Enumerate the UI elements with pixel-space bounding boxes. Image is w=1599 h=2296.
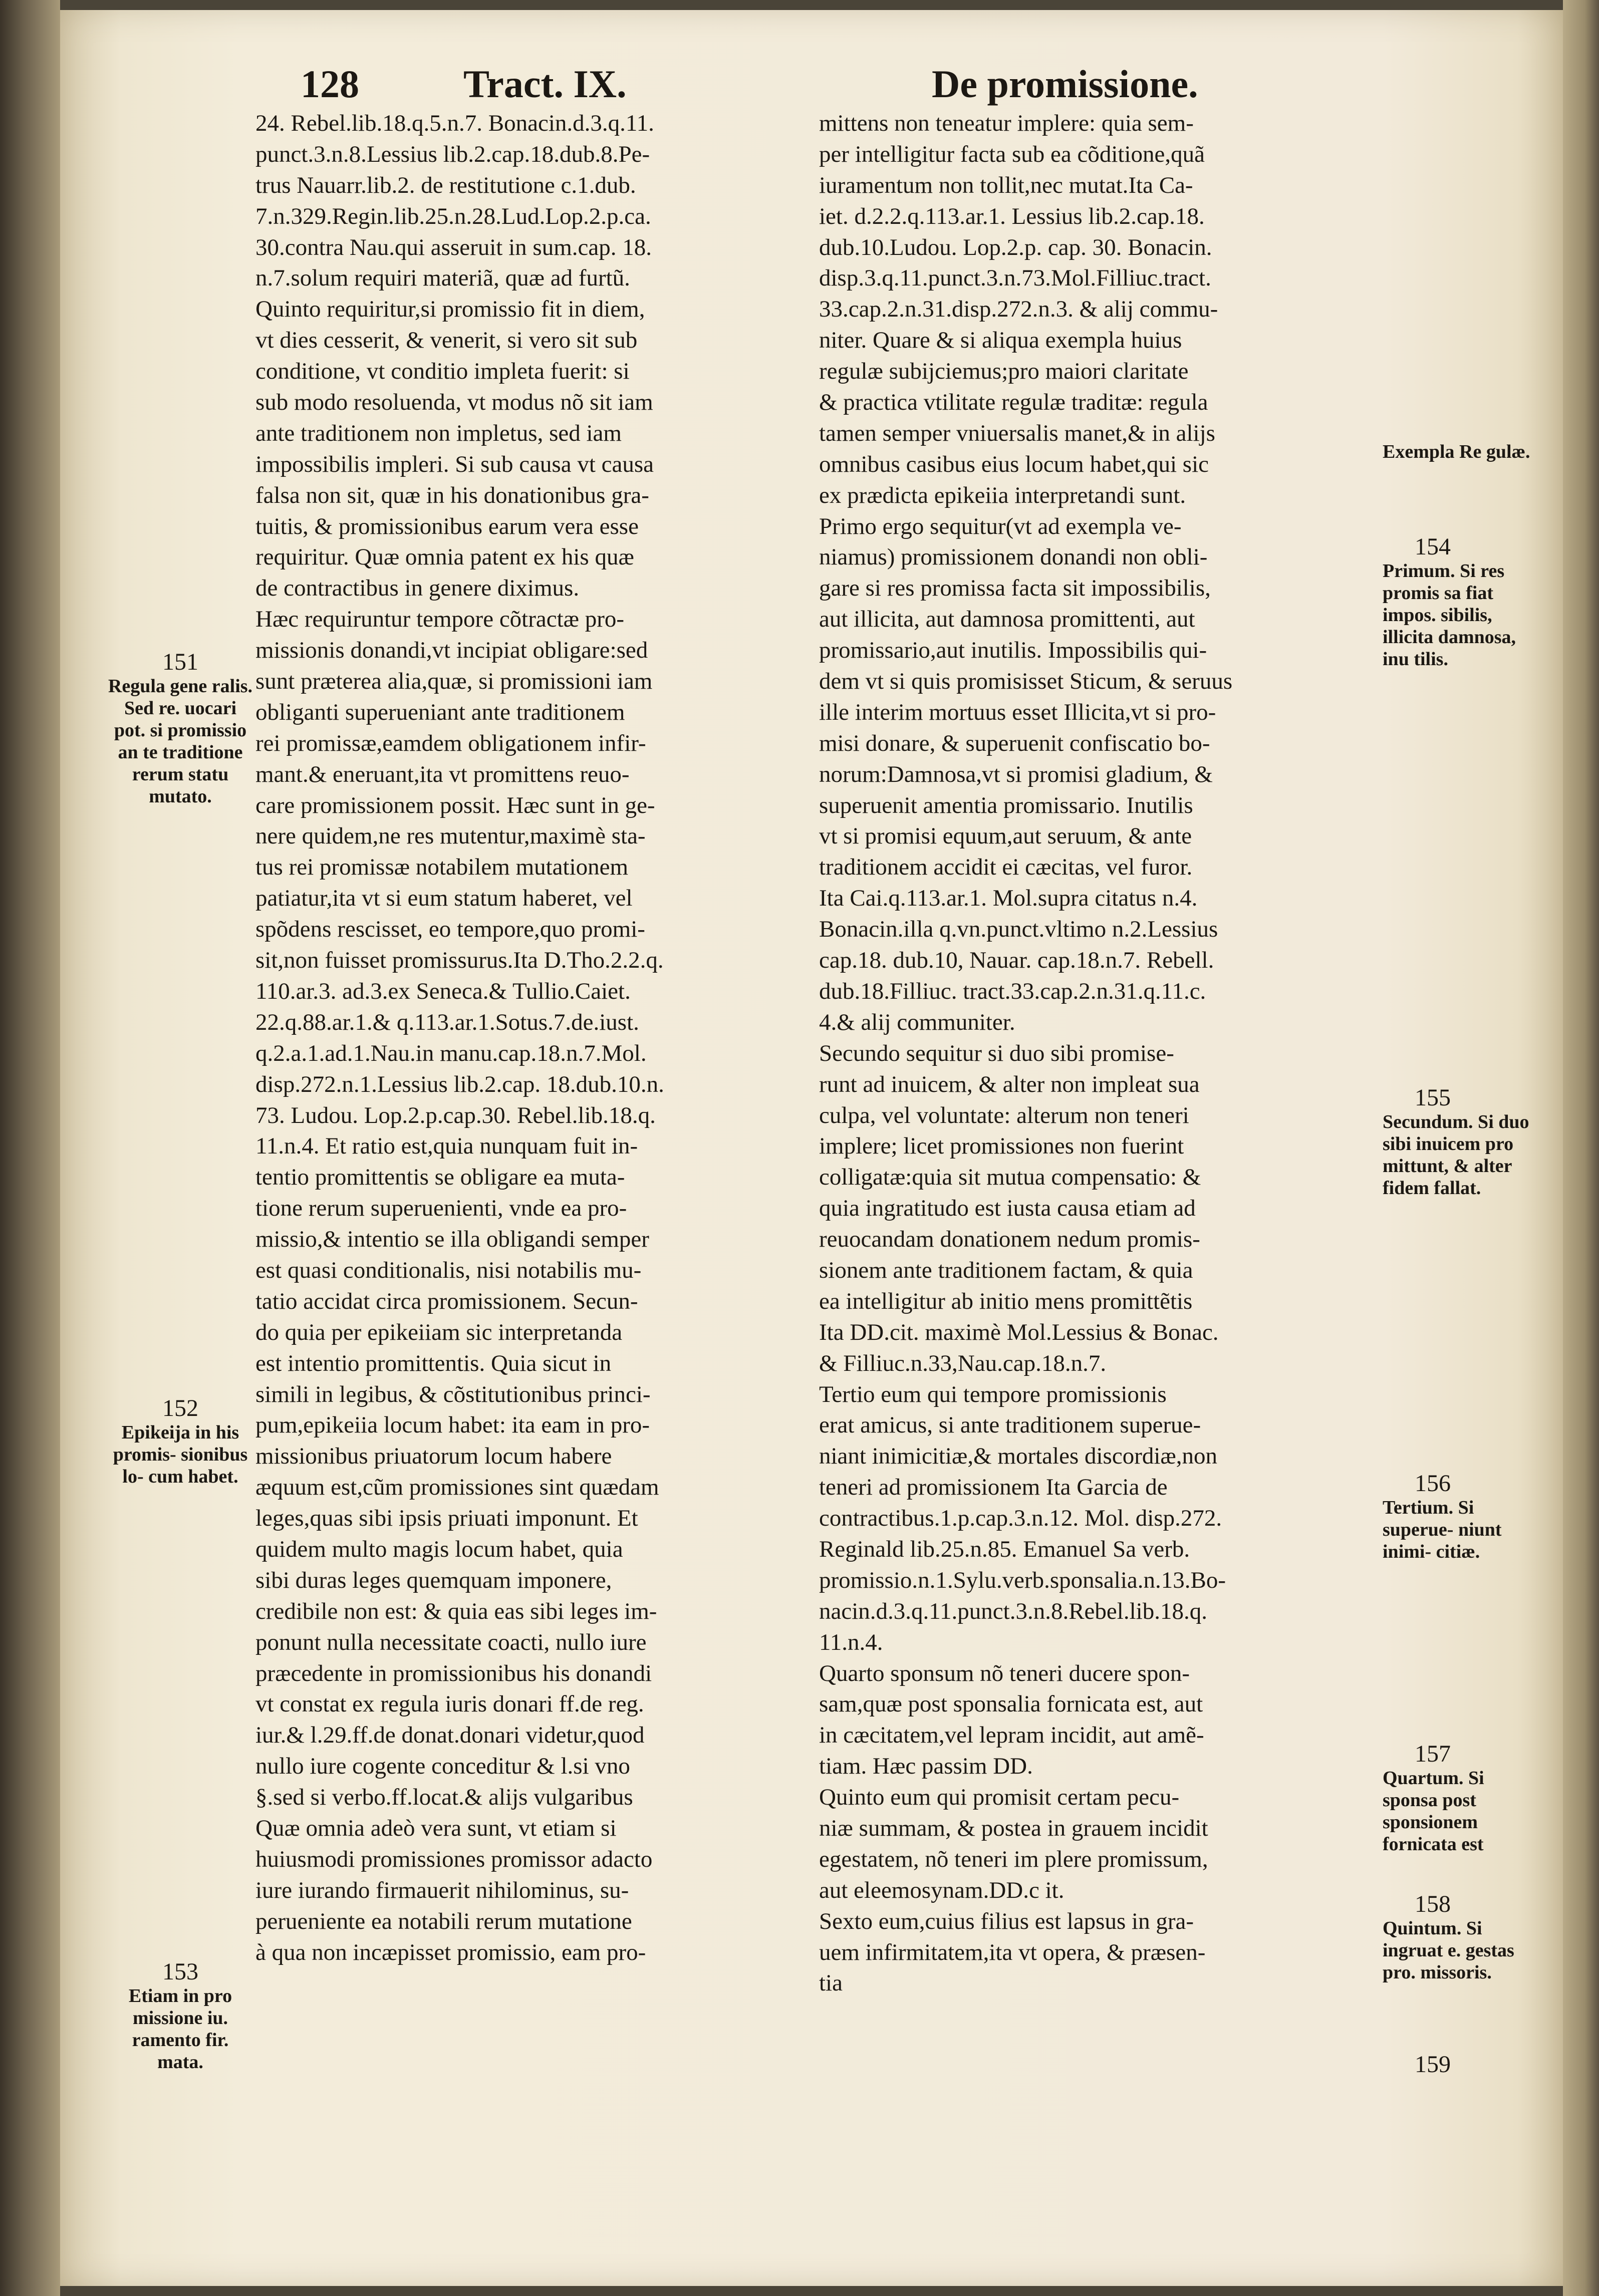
text-line: est quasi conditionalis, nisi notabilis mu- [255,1257,642,1283]
text-line: 11.n.4. Et ratio est,quia nunquam fuit in- [255,1133,638,1160]
text-line: culpa, vel voluntate: alterum non teneri [819,1102,1189,1128]
text-line: q.2.a.1.ad.1.Nau.in manu.cap.18.n.7.Mol. [255,1040,647,1066]
text-line: 30.contra Nau.qui asseruit in sum.cap. 18. [255,234,652,260]
text-line: implere; licet promissiones non fuerint [819,1133,1184,1160]
margin-note-number: 156 [1415,1470,1451,1497]
text-line: nacin.d.3.q.11.punct.3.n.8.Rebel.lib.18.q. [819,1598,1207,1624]
text-line: tatio accidat circa promissionem. Secun- [255,1288,638,1314]
margin-note-text: Regula gene ralis. Sed re. uocari pot. si promissio an te traditione rerum statu mutato. [108,676,253,807]
text-line: aut eleemosynam.DD.c it. [819,1877,1064,1903]
text-line: sub modo resoluenda, vt modus nõ sit iam [255,389,653,416]
text-line: Ita Cai.q.113.ar.1. Mol.supra citatus n.4. [819,885,1198,912]
text-line: tione rerum superuenienti, vnde ea pro- [255,1195,627,1222]
text-line: egestatem, nõ teneri im plere promissum, [819,1846,1208,1872]
margin-note-text: Quartum. Si sponsa post sponsionem fornicata est [1383,1768,1484,1855]
text-line: runt ad inuicem, & alter non impleat sua [819,1071,1200,1097]
margin-note-number: 151 [162,649,198,675]
text-line: reuocandam donationem nedum promis- [819,1226,1200,1253]
text-line: regulæ subijciemus;pro maiori claritate [819,358,1189,385]
text-line: 4.& alij communiter. [819,1009,1015,1035]
margin-note-155 [1383,1084,1538,1199]
margin-note-154 [1383,533,1538,670]
margin-note-number: 155 [1415,1084,1451,1111]
text-line: vt si promisi equum,aut seruum, & ante [819,823,1192,849]
text-line: præcedente in promissionibus his donandi [255,1660,652,1686]
page-edge [1563,0,1599,2296]
text-line: in cæcitatem,vel lepram incidit, aut amẽ- [819,1722,1204,1749]
margin-note-text: Secundum. Si duo sibi inuicem pro mittunt, & alter fidem fallat. [1383,1111,1529,1199]
text-line: conditione, vt conditio impleta fuerit: si [255,358,630,385]
text-line: tia [819,1970,843,1996]
text-line: patiatur,ita vt si eum statum haberet, vel [255,885,633,912]
margin-note-text: Etiam in pro missione iu. ramento fir. mata. [128,1985,232,2073]
margin-note-text: Primum. Si res promis sa fiat impos. sibilis, illicita damnosa, inu tilis. [1383,560,1516,670]
text-line: care promissionem possit. Hæc sunt in ge- [255,792,655,818]
text-line: est intentio promittentis. Quia sicut in [255,1350,612,1376]
text-line: niter. Quare & si aliqua exempla huius [819,327,1182,354]
text-line: Quinto eum qui promisit certam pecu- [819,1784,1180,1811]
text-line: & practica vtilitate regulæ traditæ: regula [819,389,1208,416]
margin-note-151 [108,651,253,807]
text-line: 7.n.329.Regin.lib.25.n.28.Lud.Lop.2.p.ca. [255,203,651,229]
margin-note-156 [1383,1470,1538,1563]
margin-note-number: 153 [162,1958,198,1985]
text-line: 24. Rebel.lib.18.q.5.n.7. Bonacin.d.3.q.11. [255,110,654,136]
margin-note-158 [1383,1893,1538,1983]
margin-note-number: 154 [1415,533,1451,560]
text-line: aut illicita, aut damnosa promittenti, aut [819,606,1195,633]
margin-note-number: 159 [1415,2051,1451,2078]
text-line: uem infirmitatem,ita vt opera, & præsen- [819,1939,1206,1965]
text-line: perueniente ea notabili rerum mutatione [255,1908,632,1934]
text-line: superuenit amentia promissario. Inutilis [819,792,1193,818]
text-line: falsa non sit, quæ in his donationibus gra- [255,482,649,508]
text-line: niant inimicitiæ,& mortales discordiæ,non [819,1443,1218,1470]
margin-note-number: 158 [1415,1891,1451,1917]
text-line: mant.& eneruant,ita vt promittens reuo- [255,761,630,787]
text-line: impossibilis impleri. Si sub causa vt causa [255,451,654,477]
text-line: tentio promittentis se obligare ea muta- [255,1164,625,1191]
text-line: 110.ar.3. ad.3.ex Seneca.& Tullio.Caiet. [255,978,631,1004]
text-line: simili in legibus, & cõstitutionibus princi- [255,1381,651,1407]
text-line: gare si res promissa facta sit impossibilis, [819,575,1211,602]
text-line: sam,quæ post sponsalia fornicata est, aut [819,1691,1203,1717]
text-line: Primo ergo sequitur(vt ad exempla ve- [819,513,1182,539]
text-line: iet. d.2.2.q.113.ar.1. Lessius lib.2.cap.18. [819,203,1205,229]
text-line: leges,quas sibi ipsis priuati imponunt. Et [255,1505,638,1532]
text-line: colligatæ:quia sit mutua compensatio: & [819,1164,1201,1191]
text-line: spõdens rescisset, eo tempore,quo promi- [255,916,645,943]
text-line: rei promissæ,eamdem obligationem infir- [255,730,646,756]
margin-note-text: Epikeija in his promis- sionibus lo- cum habet. [113,1422,248,1487]
margin-note-159 [1383,2051,1538,2078]
text-line: ille interim mortuus esset Illicita,vt si pro- [819,699,1216,725]
margin-note-157 [1383,1743,1538,1855]
text-line: tamen semper vniuersalis manet,& in alijs [819,420,1215,446]
margin-note-text: Quintum. Si ingruat e. gestas pro. missoris. [1383,1918,1514,1983]
text-line: omnibus casibus eius locum habet,qui sic [819,451,1209,477]
page-title: De promissione. [932,62,1198,106]
page-number: 128 [301,62,359,106]
text-line: tus rei promissæ notabilem mutationem [255,854,629,881]
text-line: pum,epikeiia locum habet: ita eam in pro- [255,1412,650,1439]
text-line: ante traditionem non impletus, sed iam [255,420,622,446]
text-line: misi donare, & superuenit confiscatio bo- [819,730,1210,756]
text-line: Quarto sponsum nõ teneri ducere spon- [819,1660,1190,1686]
text-line: sibi duras leges quemquam imponere, [255,1567,612,1593]
margin-note-152 [108,1397,253,1488]
text-line: iuramentum non tollit,nec mutat.Ita Ca- [819,172,1193,198]
text-line: obliganti superueniant ante traditionem [255,699,625,725]
text-line: missio,& intentio se illa obligandi semper [255,1226,649,1253]
margin-note-153 [108,1958,253,2073]
text-line: Ita DD.cit. maximè Mol.Lessius & Bonac. [819,1319,1219,1345]
text-line: 22.q.88.ar.1.& q.113.ar.1.Sotus.7.de.iust. [255,1009,639,1035]
text-line: dub.18.Filliuc. tract.33.cap.2.n.31.q.11.c. [819,978,1206,1004]
text-line: vt dies cesserit, & venerit, si vero sit sub [255,327,638,354]
text-line: §.sed si verbo.ff.locat.& alijs vulgaribus [255,1784,633,1811]
text-line: missionibus priuatorum locum habere [255,1443,612,1470]
text-line: ex prædicta epikeiia interpretandi sunt. [819,482,1186,508]
text-line: quia ingratitudo est iusta causa etiam ad [819,1195,1196,1222]
text-line: vt constat ex regula iuris donari ff.de reg. [255,1691,644,1717]
text-line: de contractibus in genere diximus. [255,575,580,602]
text-line: per intelligitur facta sub ea cõditione,quã [819,141,1205,167]
text-line: dub.10.Ludou. Lop.2.p. cap. 30. Bonacin. [819,234,1212,260]
text-line: à qua non incæpisset promissio, eam pro- [255,1939,646,1965]
text-line: huiusmodi promissiones promissor adacto [255,1846,653,1872]
text-line: trus Nauarr.lib.2. de restitutione c.1.dub. [255,172,636,198]
text-line: erat amicus, si ante traditionem superue- [819,1412,1201,1439]
text-line: niæ summam, & postea in grauem incidit [819,1815,1208,1841]
text-line: sit,non fuisset promissurus.Ita D.Tho.2.2.q. [255,947,664,974]
text-line: Reginald lib.25.n.85. Emanuel Sa verb. [819,1536,1190,1562]
text-line: iure iurando firmauerit nihilominus, su- [255,1877,629,1903]
text-line: 73. Ludou. Lop.2.p.cap.30. Rebel.lib.18.q. [255,1102,656,1128]
text-line: mittens non teneatur implere: quia sem- [819,110,1194,136]
text-line: Sexto eum,cuius filius est lapsus in gra- [819,1908,1194,1934]
text-line: ponunt nulla necessitate coacti, nullo iure [255,1629,647,1655]
left-text-column [255,108,794,1968]
text-line: traditionem accidit ei cæcitas, vel furor. [819,854,1193,881]
text-line: Quæ omnia adeò vera sunt, vt etiam si [255,1815,617,1841]
text-line: iur.& l.29.ff.de donat.donari videtur,quod [255,1722,645,1749]
text-line: 11.n.4. [819,1629,883,1655]
text-line: contractibus.1.p.cap.3.n.12. Mol. disp.272. [819,1505,1222,1532]
text-line: do quia per epikeiiam sic interpretanda [255,1319,623,1345]
text-line: niamus) promissionem donandi non obli- [819,544,1208,570]
book-gutter [0,0,60,2296]
text-line: ea intelligitur ab initio mens promittẽtis [819,1288,1193,1314]
text-line: promissio.n.1.Sylu.verb.sponsalia.n.13.Bo- [819,1567,1226,1593]
text-line: nere quidem,ne res mutentur,maximè sta- [255,823,646,849]
text-line: teneri ad promissionem Ita Garcia de [819,1474,1168,1501]
tract-label: Tract. IX. [463,62,627,106]
text-line: punct.3.n.8.Lessius lib.2.cap.18.dub.8.Pe- [255,141,650,167]
text-line: Quinto requiritur,si promissio fit in diem, [255,296,645,323]
text-line: requiritur. Quæ omnia patent ex his quæ [255,544,634,570]
text-line: sunt præterea alia,quæ, si promissioni iam [255,668,653,695]
text-line: æquum est,cũm promissiones sint quædam [255,1474,659,1501]
text-line: Hæc requiruntur tempore cõtractæ pro- [255,606,625,633]
text-line: Secundo sequitur si duo sibi promise- [819,1040,1174,1066]
text-line: cap.18. dub.10, Nauar. cap.18.n.7. Rebell. [819,947,1214,974]
margin-note-number: 157 [1415,1741,1451,1767]
text-line: missionis donandi,vt incipiat obligare:sed [255,637,648,664]
text-line: 33.cap.2.n.31.disp.272.n.3. & alij commu- [819,296,1218,323]
text-line: Bonacin.illa q.vn.punct.vltimo n.2.Lessius [819,916,1218,943]
text-line: norum:Damnosa,vt si promisi gladium, & [819,761,1213,787]
right-text-column [819,108,1375,1999]
margin-note-exempla [1383,441,1538,463]
text-line: disp.3.q.11.punct.3.n.73.Mol.Filliuc.tract. [819,265,1211,292]
text-line: credibile non est: & quia eas sibi leges im- [255,1598,657,1624]
margin-note-text: Tertium. Si superue- niunt inimi- citiæ. [1383,1497,1502,1562]
text-line: tiam. Hæc passim DD. [819,1753,1033,1780]
margin-note-number: 152 [162,1395,198,1421]
margin-note-text: Exempla Re gulæ. [1383,441,1530,462]
text-line: promissario,aut inutilis. Impossibilis qui- [819,637,1207,664]
text-line: & Filliuc.n.33,Nau.cap.18.n.7. [819,1350,1107,1376]
text-line: sionem ante traditionem factam, & quia [819,1257,1193,1283]
text-line: n.7.solum requiri materiã, quæ ad furtũ. [255,265,630,292]
text-line: dem vt si quis promisisset Sticum, & seruus [819,668,1233,695]
text-line: tuitis, & promissionibus earum vera esse [255,513,639,539]
text-line: Tertio eum qui tempore promissionis [819,1381,1167,1407]
running-header [291,59,1403,109]
text-line: quidem multo magis locum habet, quia [255,1536,623,1562]
text-line: disp.272.n.1.Lessius lib.2.cap. 18.dub.10.n. [255,1071,664,1097]
text-line: nullo iure cogente conceditur & l.si vno [255,1753,630,1780]
